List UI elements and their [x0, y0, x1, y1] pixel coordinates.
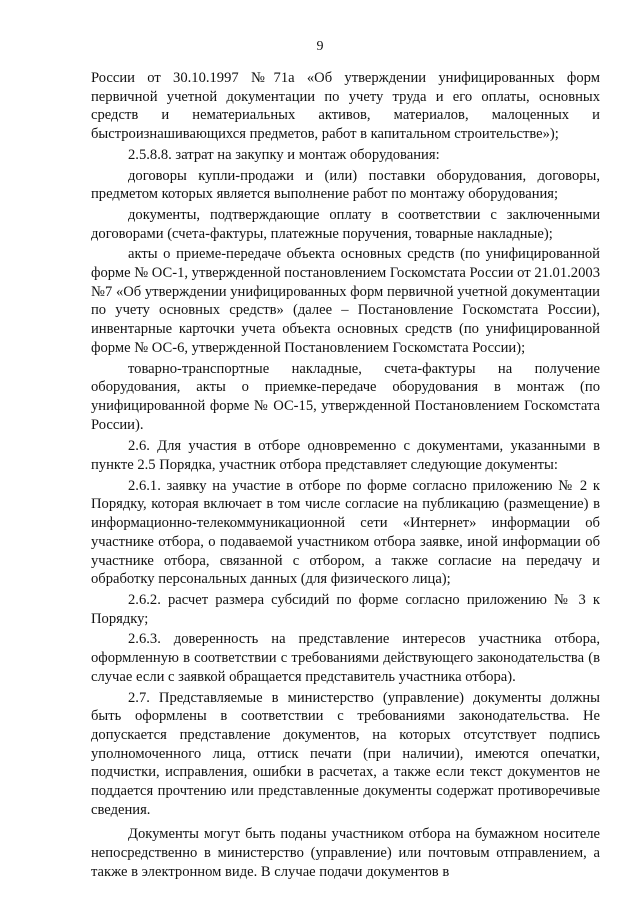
paragraph: товарно-транспортные накладные, счета-фактуры на получение оборудования, акты о приемке-передаче оборудования в монтаж (по унифицированной форме № ОС-15, утвержденной Постановлением Госкомстата России).	[91, 360, 600, 433]
paragraph: 2.5.8.8. затрат на закупку и монтаж оборудования:	[128, 146, 440, 163]
paragraph: 2.7. Представляемые в министерство (управление) документы должны быть оформлены в соответствии с требованиями законодательства. Не допускается представление документов, на которых отсутствует подпись уполномоченного лица, оттиск печати (при наличии), имеются опечатки, подчистки, исправления, ошибки в расчетах, а также если текст документов не поддается прочтению или представленные документы содержат противоречивые сведения.	[91, 689, 600, 818]
paragraph: 2.6. Для участия в отборе одновременно с документами, указанными в пункте 2.5 Порядка, участник отбора представляет следующие документы:	[91, 438, 600, 474]
paragraph: 2.6.2. расчет размера субсидий по форме согласно приложению № 3 к Порядку;	[91, 591, 600, 627]
paragraph: 2.6.3. доверенность на представление интересов участника отбора, оформленную в соответствии с требованиями действующего законодательства (в случае если с заявкой обращается представитель участника отбора).	[91, 631, 600, 685]
paragraph: акты о приеме-передаче объекта основных средств (по унифицированной форме № ОС-1, утвержденной постановлением Госкомстата России от 21.01.2003 №7 «Об утверждении унифицированных форм первичной учетной документации по учету основных средств» (далее – Постановление Госкомстата России), инвентарные карточки учета объекта основных средств (по унифицированной форме № ОС-6, утвержденной Постановлением Госкомстата России);	[91, 246, 600, 356]
paragraph: 2.6.1. заявку на участие в отборе по форме согласно приложению № 2 к Порядку, которая включает в том числе согласие на публикацию (размещение) в информационно-телекоммуникационной сети «Интернет» информации об участнике отбора, о подаваемой участником отбора заявке, иной информации об участнике отбора, связанной с отбором, а также согласие на передачу и обработку персональных данных (для физического лица);	[91, 477, 600, 588]
paragraph: договоры купли-продажи и (или) поставки оборудования, договоры, предметом которых является выполнение работ по монтажу оборудования;	[91, 167, 600, 203]
document-body	[91, 69, 600, 884]
paragraph: Документы могут быть поданы участником отбора на бумажном носителе непосредственно в министерство (управление) или почтовым отправлением, а также в электронном виде. В случае подачи документов в	[91, 826, 600, 880]
paragraph: документы, подтверждающие оплату в соответствии с заключенными договорами (счета-фактуры, платежные поручения, товарные накладные);	[91, 206, 600, 242]
page-number: 9	[316, 39, 324, 54]
paragraph: России от 30.10.1997 №71а «Об утверждении унифицированных форм первичной учетной документации по учету труда и его оплаты, основных средств и нематериальных активов, материалов, малоценных и быстроизнашивающихся предметов, работ в капитальном строительстве»);	[91, 70, 600, 143]
